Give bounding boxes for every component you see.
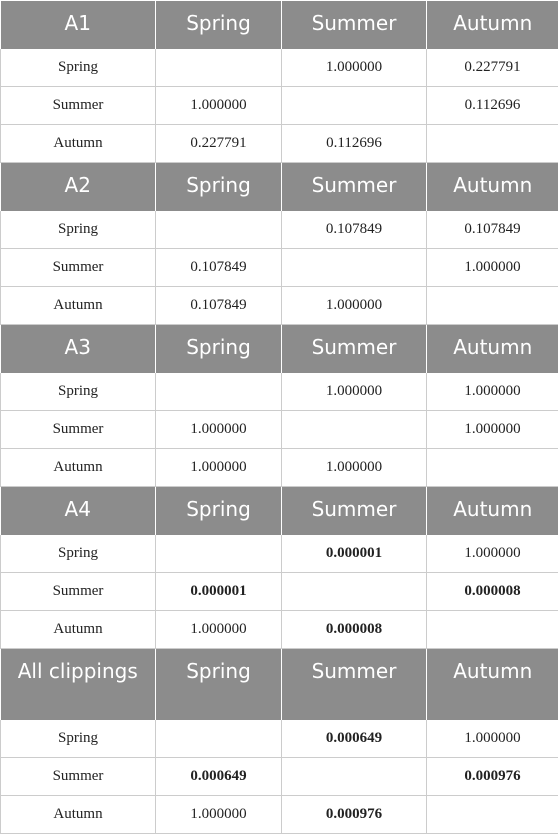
p-value-cell: 0.000976 bbox=[282, 796, 427, 834]
p-value-cell bbox=[156, 373, 282, 411]
p-value-cell: 1.000000 bbox=[427, 535, 558, 573]
p-value-cell: 1.000000 bbox=[282, 49, 427, 87]
column-header-summer: Summer bbox=[282, 649, 427, 721]
column-header-spring: Spring bbox=[156, 487, 282, 536]
p-value-cell: 0.112696 bbox=[282, 125, 427, 163]
p-value-cell: 0.000976 bbox=[427, 758, 558, 796]
p-value-cell: 1.000000 bbox=[282, 287, 427, 325]
column-header-summer: Summer bbox=[282, 325, 427, 374]
p-value-cell: 0.000001 bbox=[282, 535, 427, 573]
block-header-row bbox=[1, 1, 558, 50]
block-header-row bbox=[1, 649, 558, 721]
p-value-cell: 1.000000 bbox=[282, 373, 427, 411]
table-row bbox=[1, 211, 558, 249]
table-row bbox=[1, 49, 558, 87]
block-header-row bbox=[1, 325, 558, 374]
table-row bbox=[1, 411, 558, 449]
column-header-autumn: Autumn bbox=[427, 487, 558, 536]
table-row bbox=[1, 758, 558, 796]
block-header-row bbox=[1, 487, 558, 536]
row-label: Spring bbox=[1, 49, 156, 87]
p-value-cell bbox=[427, 287, 558, 325]
p-value-cell: 1.000000 bbox=[156, 449, 282, 487]
p-value-cell: 1.000000 bbox=[427, 411, 558, 449]
p-value-cell bbox=[282, 249, 427, 287]
table-body bbox=[1, 1, 558, 834]
table-row bbox=[1, 87, 558, 125]
column-header-autumn: Autumn bbox=[427, 163, 558, 212]
p-value-cell: 0.000008 bbox=[282, 611, 427, 649]
p-value-cell: 0.000649 bbox=[156, 758, 282, 796]
p-value-cell: 1.000000 bbox=[427, 720, 558, 758]
column-header-spring: Spring bbox=[156, 163, 282, 212]
p-value-cell: 1.000000 bbox=[427, 373, 558, 411]
row-label: Autumn bbox=[1, 287, 156, 325]
row-label: Autumn bbox=[1, 125, 156, 163]
column-header-autumn: Autumn bbox=[427, 325, 558, 374]
p-value-cell: 0.000008 bbox=[427, 573, 558, 611]
p-value-cell bbox=[282, 411, 427, 449]
table-row bbox=[1, 249, 558, 287]
p-value-cell: 0.112696 bbox=[427, 87, 558, 125]
block-label: A3 bbox=[1, 325, 156, 374]
p-value-cell: 0.107849 bbox=[427, 211, 558, 249]
p-value-cell bbox=[156, 720, 282, 758]
p-value-cell bbox=[427, 125, 558, 163]
p-value-cell: 1.000000 bbox=[156, 411, 282, 449]
table-row bbox=[1, 573, 558, 611]
p-value-cell: 0.227791 bbox=[427, 49, 558, 87]
p-value-cell bbox=[156, 211, 282, 249]
p-value-cell bbox=[427, 449, 558, 487]
row-label: Spring bbox=[1, 720, 156, 758]
p-value-cell bbox=[282, 87, 427, 125]
p-value-cell bbox=[156, 49, 282, 87]
row-label: Spring bbox=[1, 373, 156, 411]
block-label: All clippings bbox=[1, 649, 156, 721]
row-label: Summer bbox=[1, 411, 156, 449]
table-row bbox=[1, 287, 558, 325]
p-value-cell: 1.000000 bbox=[282, 449, 427, 487]
row-label: Spring bbox=[1, 211, 156, 249]
column-header-spring: Spring bbox=[156, 649, 282, 721]
table-row bbox=[1, 611, 558, 649]
table-row bbox=[1, 373, 558, 411]
table-row bbox=[1, 125, 558, 163]
p-value-cell: 1.000000 bbox=[156, 611, 282, 649]
column-header-summer: Summer bbox=[282, 487, 427, 536]
table-row bbox=[1, 449, 558, 487]
block-header-row bbox=[1, 163, 558, 212]
p-value-cell: 1.000000 bbox=[156, 796, 282, 834]
column-header-autumn: Autumn bbox=[427, 649, 558, 721]
p-value-cell: 0.107849 bbox=[282, 211, 427, 249]
column-header-summer: Summer bbox=[282, 1, 427, 50]
p-value-cell: 0.000001 bbox=[156, 573, 282, 611]
p-value-cell: 1.000000 bbox=[427, 249, 558, 287]
block-label: A4 bbox=[1, 487, 156, 536]
p-value-cell: 0.000649 bbox=[282, 720, 427, 758]
p-value-cell bbox=[427, 611, 558, 649]
p-value-cell bbox=[282, 758, 427, 796]
column-header-spring: Spring bbox=[156, 325, 282, 374]
p-value-cell: 0.107849 bbox=[156, 287, 282, 325]
table-row bbox=[1, 720, 558, 758]
column-header-autumn: Autumn bbox=[427, 1, 558, 50]
p-value-cell: 1.000000 bbox=[156, 87, 282, 125]
p-value-cell: 0.227791 bbox=[156, 125, 282, 163]
p-value-cell: 0.107849 bbox=[156, 249, 282, 287]
table-row bbox=[1, 535, 558, 573]
row-label: Spring bbox=[1, 535, 156, 573]
row-label: Summer bbox=[1, 573, 156, 611]
table-row bbox=[1, 796, 558, 834]
row-label: Autumn bbox=[1, 611, 156, 649]
row-label: Summer bbox=[1, 758, 156, 796]
block-label: A2 bbox=[1, 163, 156, 212]
row-label: Summer bbox=[1, 249, 156, 287]
block-label: A1 bbox=[1, 1, 156, 50]
row-label: Autumn bbox=[1, 796, 156, 834]
p-value-cell bbox=[282, 573, 427, 611]
column-header-spring: Spring bbox=[156, 1, 282, 50]
p-value-cell bbox=[156, 535, 282, 573]
p-value-cell bbox=[427, 796, 558, 834]
row-label: Summer bbox=[1, 87, 156, 125]
row-label: Autumn bbox=[1, 449, 156, 487]
column-header-summer: Summer bbox=[282, 163, 427, 212]
